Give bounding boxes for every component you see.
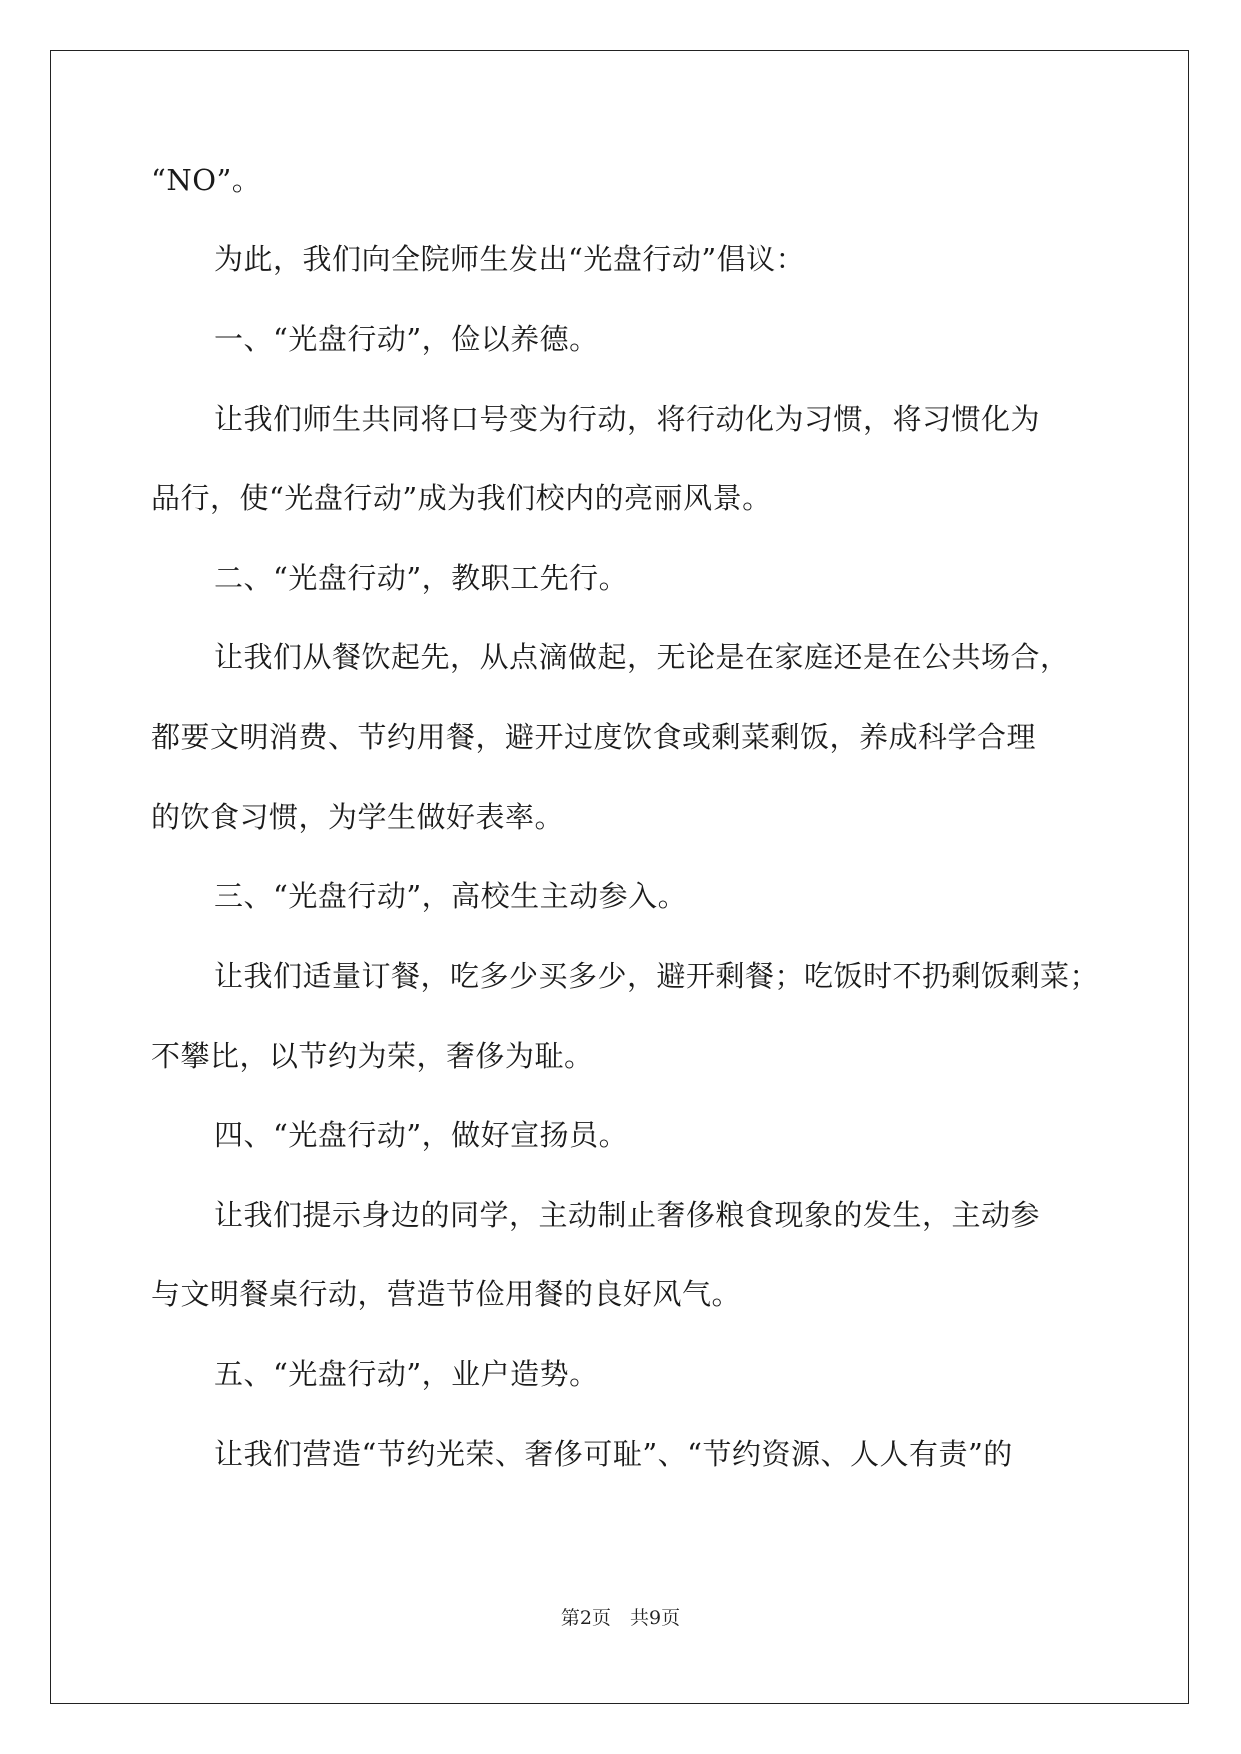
text-line: 四、“光盘行动”，做好宣扬员。 [214, 1118, 629, 1152]
text-line: 二、“光盘行动”，教职工先行。 [214, 561, 629, 595]
text-line: 品行，使“光盘行动”成为我们校内的亮丽风景。 [151, 481, 772, 515]
text-line: 不攀比，以节约为荣，奢侈为耻。 [151, 1039, 594, 1073]
text-line: “NO”。 [151, 163, 262, 197]
text-line: 五、“光盘行动”，业户造势。 [214, 1357, 599, 1391]
text-line: 都要文明消费、节约用餐，避开过度饮食或剩菜剩饭，养成科学合理 [151, 720, 1037, 754]
text-line: 为此，我们向全院师生发出“光盘行动”倡议： [214, 242, 806, 276]
text-line: 让我们从餐饮起先，从点滴做起，无论是在家庭还是在公共场合， [214, 640, 1070, 674]
text-line: 的饮食习惯，为学生做好表率。 [151, 800, 565, 834]
text-line: 让我们师生共同将口号变为行动，将行动化为习惯，将习惯化为 [214, 402, 1041, 436]
page-number-footer: 第2页 共9页 [560, 1607, 681, 1629]
text-line: 让我们提示身边的同学，主动制止奢侈粮食现象的发生，主动参 [214, 1198, 1041, 1232]
text-line: 让我们适量订餐，吃多少买多少，避开剩餐；吃饭时不扔剩饭剩菜； [214, 959, 1100, 993]
text-line: 让我们营造“节约光荣、奢侈可耻”、“节约资源、人人有责”的 [214, 1437, 1013, 1471]
text-line: 一、“光盘行动”，俭以养德。 [214, 322, 599, 356]
text-line: 三、“光盘行动”，高校生主动参入。 [214, 879, 688, 913]
text-line: 与文明餐桌行动，营造节俭用餐的良好风气。 [151, 1277, 742, 1311]
